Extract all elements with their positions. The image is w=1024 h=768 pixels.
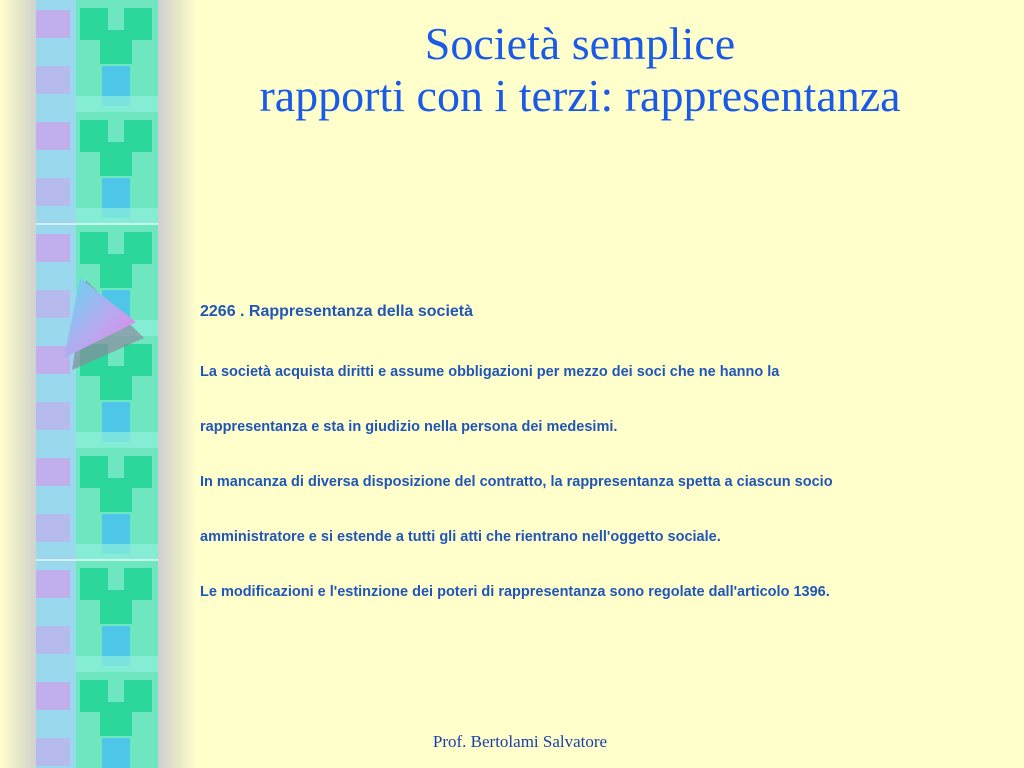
title-line-1: Società semplice [424,18,736,69]
slide-title [170,18,990,122]
article-line-5: Le modificazioni e l'estinzione dei poteri di rappresentanza sono regolate dall'articolo 1396. [200,584,830,600]
article-line-2: rappresentanza e sta in giudizio nella persona dei medesimi. [200,419,618,435]
triangle-arrow-icon [60,276,150,372]
article-line-3: In mancanza di diversa disposizione del contratto, la rappresentanza spetta a ciascun socio [200,474,833,490]
side-decorative-strip [36,0,158,768]
article-line-4: amministratore e si estende a tutti gli atti che rientrano nell'oggetto sociale. [200,529,721,545]
article-content [200,298,1000,633]
article-heading: 2266 . Rappresentanza della società [200,303,474,320]
article-line-1: La società acquista diritti e assume obbligazioni per mezzo dei soci che ne hanno la [200,364,780,380]
title-line-2: rapporti con i terzi: rappresentanza [259,70,901,121]
footer-author: Prof. Bertolami Salvatore [432,732,608,751]
